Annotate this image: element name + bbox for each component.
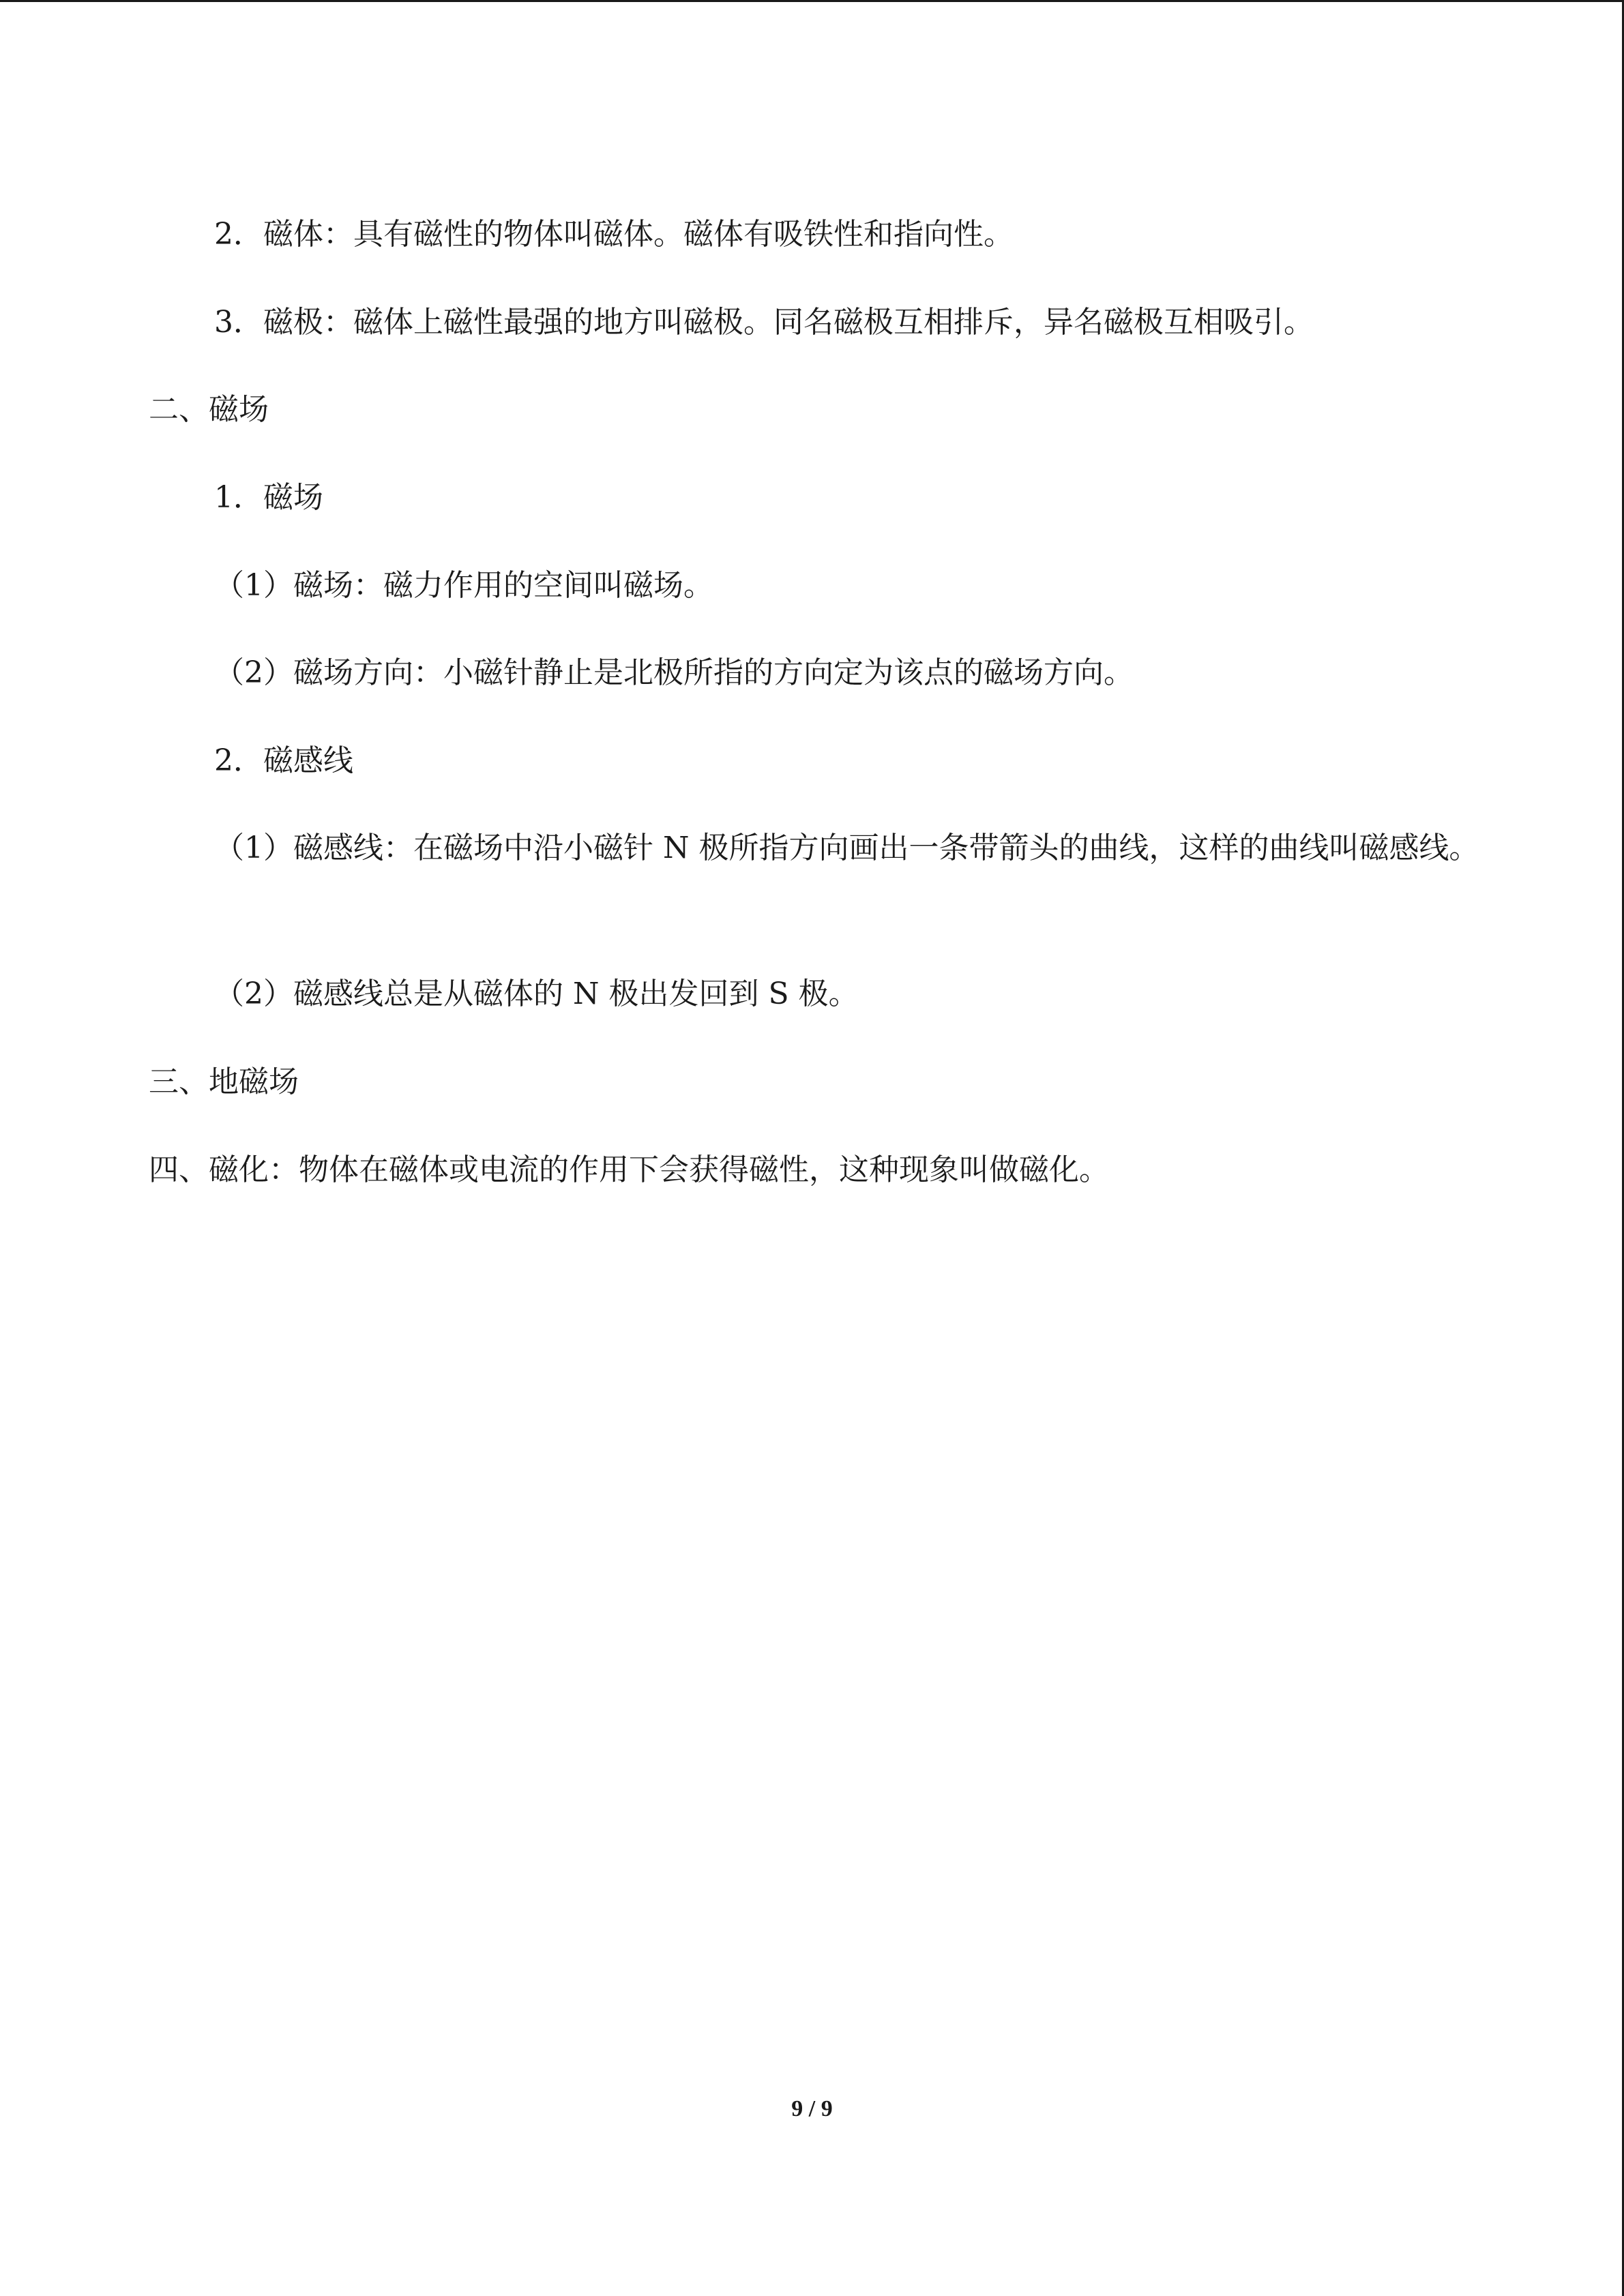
section-heading-magnetic-field: 二、磁场 [149,392,269,427]
page-top-border [0,0,1624,2]
item-magnet: 2．磁体：具有磁性的物体叫磁体。磁体有吸铁性和指向性。 [214,217,1014,252]
item-magnetic-pole: 3．磁极：磁体上磁性最强的地方叫磁极。同名磁极互相排斥，异名磁极互相吸引。 [214,305,1314,340]
item-field-direction: （2）磁场方向：小磁针静止是北极所指的方向定为该点的磁场方向。 [214,655,1134,690]
item-field-lines-definition: （1）磁感线：在磁场中沿小磁针 N 极所指方向画出一条带箭头的曲线，这样的曲线叫磁感线。 [214,831,1479,865]
subheading-magnetic-field: 1．磁场 [214,480,323,515]
subheading-field-lines: 2．磁感线 [214,743,353,778]
section-heading-geomagnetic-field: 三、地磁场 [149,1064,299,1099]
page-number: 9 / 9 [791,2096,833,2121]
section-heading-magnetization: 四、磁化：物体在磁体或电流的作用下会获得磁性，这种现象叫做磁化。 [149,1152,1109,1187]
item-field-definition: （1）磁场：磁力作用的空间叫磁场。 [214,568,713,603]
item-field-lines-direction: （2）磁感线总是从磁体的 N 极出发回到 S 极。 [214,976,859,1011]
